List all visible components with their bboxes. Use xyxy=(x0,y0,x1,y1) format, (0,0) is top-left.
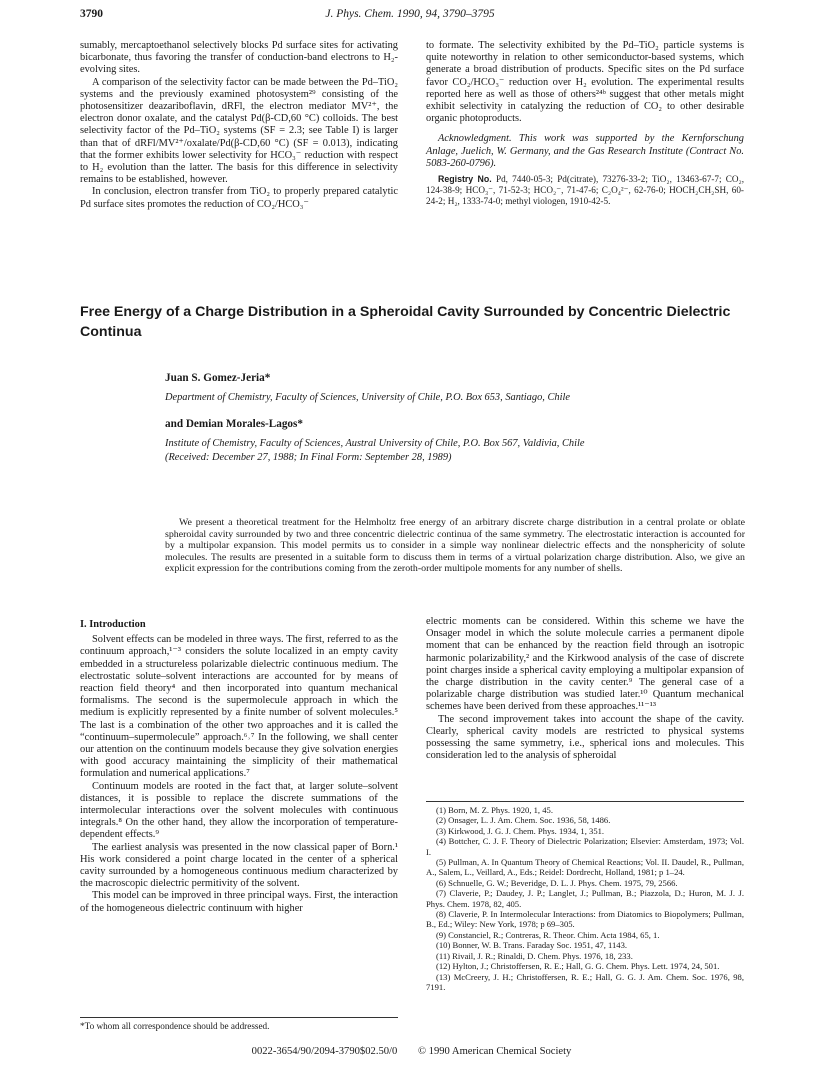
registry-label: Registry No. xyxy=(438,174,492,185)
reference-item: (2) Onsager, L. J. Am. Chem. Soc. 1936, 58, 1486. xyxy=(436,815,611,826)
author-affiliation: Institute of Chemistry, Faculty of Sciences, Austral University of Chile, P.O. Box 567, Valdivia, Chile xyxy=(165,438,585,449)
paragraph: The second improvement takes into account the shape of the cavity. Clearly, spherical cavity models are restricted to physical systems possessing the same symmetry, i.e., spherical ions and molecules. This consideration led to the analysis of spheroidal xyxy=(426,713,744,762)
reference-item: (13) McCreery, J. H.; Christoffersen, R. E.; Hall, G. G. J. Am. Chem. Soc. 1976, 98, 7191. xyxy=(426,971,744,992)
registry-numbers xyxy=(426,174,744,207)
paragraph: sumably, mercaptoethanol selectively blocks Pd surface sites for activating bicarbonate, thus favoring the transfer of conduction-band electrons to H₂-evolving sites. xyxy=(80,40,398,76)
acknowledgment: Acknowledgment. This work was supported by the Kernforschung Anlage, Juelich, W. Germany, and the Gas Research Institute (Contract No. 5083-260-0796). xyxy=(426,133,744,169)
abstract-text: We present a theoretical treatment for the Helmholtz free energy of an arbitrary discrete charge distribution in a central prolate or oblate spheroidal cavity surrounded by two and three concentric dielectric continua of the same symmetry. The electrostatic interaction is accounted for by a multipolar expansion. This model permits us to consider in a simple way nonlinear dielectric effects and the nonsphericity of solute molecules. The results are presented in a suitable form to discuss them in terms of a virtual polarization charge distribution. Also, we give an explicit expression for the contributions coming from the zeroth-order multipole moments for any number of shells. xyxy=(165,517,745,575)
author-name: and Demian Morales-Lagos* xyxy=(165,418,303,430)
reference-item: (7) Claverie, P.; Daudey, J. P.; Langlet, J.; Pullman, B.; Piazzola, D.; Huron, M. J. J. Phys. Chem. 1978, 82, 405. xyxy=(426,888,744,909)
reference-item: (12) Hylton, J.; Christoffersen, R. E.; Hall, G. G. Chem. Phys. Lett. 1974, 24, 501. xyxy=(436,961,720,972)
footnote-divider xyxy=(80,1017,398,1018)
references-list xyxy=(426,801,744,992)
author-affiliation: Department of Chemistry, Faculty of Sciences, University of Chile, P.O. Box 653, Santiago, Chile xyxy=(165,392,570,403)
reference-item: (11) Rivail, J. R.; Rinaldi, D. Chem. Phys. 1976, 18, 233. xyxy=(436,950,633,961)
article-title: Free Energy of a Charge Distribution in a Spheroidal Cavity Surrounded by Concentric Dielectric Continua xyxy=(80,304,731,340)
abstract xyxy=(165,517,745,575)
reference-item: (9) Constanciel, R.; Contreras, R. Theor. Chim. Acta 1984, 65, 1. xyxy=(436,929,660,940)
reference-item: (3) Kirkwood, J. G. J. Chem. Phys. 1934, 1, 351. xyxy=(436,825,605,836)
paragraph: In conclusion, electron transfer from TiO₂ to properly prepared catalytic Pd surface sites promotes the reduction of CO₂/HCO₃⁻ xyxy=(80,186,398,210)
page-number: 3790 xyxy=(80,8,103,20)
author-name: Juan S. Gomez-Jeria* xyxy=(165,372,271,384)
introduction-left-column xyxy=(80,619,398,915)
paragraph: A comparison of the selectivity factor can be made between the Pd–TiO₂ systems and the previously examined photosystem²⁹ consisting of the photosensitizer deazariboflavin, dRFl, the electron mediator MV²⁺, the electron donor oxalate, and the catalyst Pd(β-CD,60 °C) colloids. The best selectivity factor of the Pd–TiO₂ systems (SF = 2.3; see Table I) is larger than that of dRFl/MV²⁺/oxalate/Pd(β-CD,60 °C) (SF = 0.013), indicating that the former exhibits lower selectivity for HCO₃⁻ reduction with respect to H₂ evolution than the latter. The basis for this difference in selectivity remains to be established, however. xyxy=(80,76,398,186)
previous-article-right-column xyxy=(426,40,744,207)
reference-item: (8) Claverie, P. In Intermolecular Interactions: from Diatomics to Biopolymers; Pullman, B., Ed.; Wiley: New York, 1978; p 69–305. xyxy=(426,909,744,930)
paragraph: The earliest analysis was presented in the now classical paper of Born.¹ His work considered a point charge located in the center of a spherical cavity surrounded by a homogeneous continuous medium characterized by the macroscopic dielectric permitivity of the solvent. xyxy=(80,841,398,890)
reference-item: (4) Bottcher, C. J. F. Theory of Dielectric Polarization; Elsevier: Amsterdam, 1973; Vol. I. xyxy=(426,836,744,857)
reference-item: (6) Schnuelle, G. W.; Beveridge, D. L. J. Phys. Chem. 1975, 79, 2566. xyxy=(436,877,678,888)
article-code: 0022-3654/90/2094-3790$02.50/0 xyxy=(251,1046,398,1057)
page-footer xyxy=(0,1046,823,1057)
reference-item: (10) Bonner, W. B. Trans. Faraday Soc. 1951, 47, 1143. xyxy=(436,940,628,951)
paragraph: Continuum models are rooted in the fact that, at larger solute–solvent distances, it is possible to replace the discrete summations of the intermolecular interactions over the solvent molecules with continuous integrals.⁸ On the other hand, they allow the incorporation of temperature-dependent effects.⁹ xyxy=(80,780,398,841)
running-header xyxy=(80,8,740,28)
introduction-right-column xyxy=(426,616,744,762)
paragraph: electric moments can be considered. Within this scheme we have the Onsager model in which the solute molecule carries a permanent dipole moment that can be enhanced by the reaction field through an isotropic harmonic polarizability,² and the Kirkwood analysis of the case of discrete point charges inside a spherical cavity employing a multipolar expansion of the charge distribution in the cavity center.⁹ The general case of a polarizable charge distribution was studied later.¹⁰ Quantum mechanical schemes have been derived from these approaches.¹¹⁻¹³ xyxy=(426,616,744,713)
registry-text: Pd, 7440-05-3; Pd(citrate), 73276-33-2; TiO₂, 13463-67-7; CO₂, 124-38-9; HCO₃⁻, 71-52-3; HCO₂⁻, 71-47-6; C₂O₄²⁻, 62-76-0; HOCH₂CH₂SH, 60-24-2; H₂, 1333-74-0; methyl viologen, 1910-42-5. xyxy=(426,174,744,207)
reference-item: (1) Born, M. Z. Phys. 1920, 1, 45. xyxy=(436,805,553,815)
received-dates: (Received: December 27, 1988; In Final Form: September 28, 1989) xyxy=(165,452,452,463)
paragraph: Solvent effects can be modeled in three ways. The first, referred to as the continuum approach,¹⁻³ considers the solute localized in an empty cavity embedded in a structureless polarizable dielectric continuous medium. The electrostatic solute–solvent interactions are accounted for by means of reaction field theory⁴ and then incorporated into quantum mechanical formalisms. The second is the supermolecule approach in which the medium is explicitly represented by a finite number of solvent molecules.⁵ The last is a combination of the other two approaches and it is called the “continuum–supermolecule” approach.⁶˒⁷ In the following, we shall center our attention on the continuum models because they give solvation energies with good accuracy maintaining the simplicity of their mathematical formulation and numerical applications.⁷ xyxy=(80,634,398,780)
reference-item: (5) Pullman, A. In Quantum Theory of Chemical Reactions; Vol. II. Daudel, R., Pullman, A., Salem, L., Veillard, A., Eds.; Reidel: Dordrecht, Holland, 1981; p 1–24. xyxy=(426,857,744,878)
copyright-notice: © 1990 American Chemical Society xyxy=(417,1046,572,1057)
correspondence-footnote: *To whom all correspondence should be addressed. xyxy=(80,1021,270,1031)
journal-citation: J. Phys. Chem. 1990, 94, 3790–3795 xyxy=(325,8,495,20)
paragraph: This model can be improved in three principal ways. First, the interaction of the homogeneous dielectric continuum with higher xyxy=(80,890,398,914)
section-heading: I. Introduction xyxy=(80,619,146,630)
paragraph: to formate. The selectivity exhibited by the Pd–TiO₂ particle systems is quite noteworthy in relation to other semiconductor-based systems, which generate a broad distribution of products. Specific sites on the Pd surface favor CO₂/HCO₃⁻ reduction over H₂ evolution. The experimental results reported here as well as those of others²⁴ᵇ suggest that other metals might exhibit selectivity in catalyzing the reduction of CO₂ to other desirable organic photoproducts. xyxy=(426,40,744,125)
previous-article-left-column xyxy=(80,40,398,211)
